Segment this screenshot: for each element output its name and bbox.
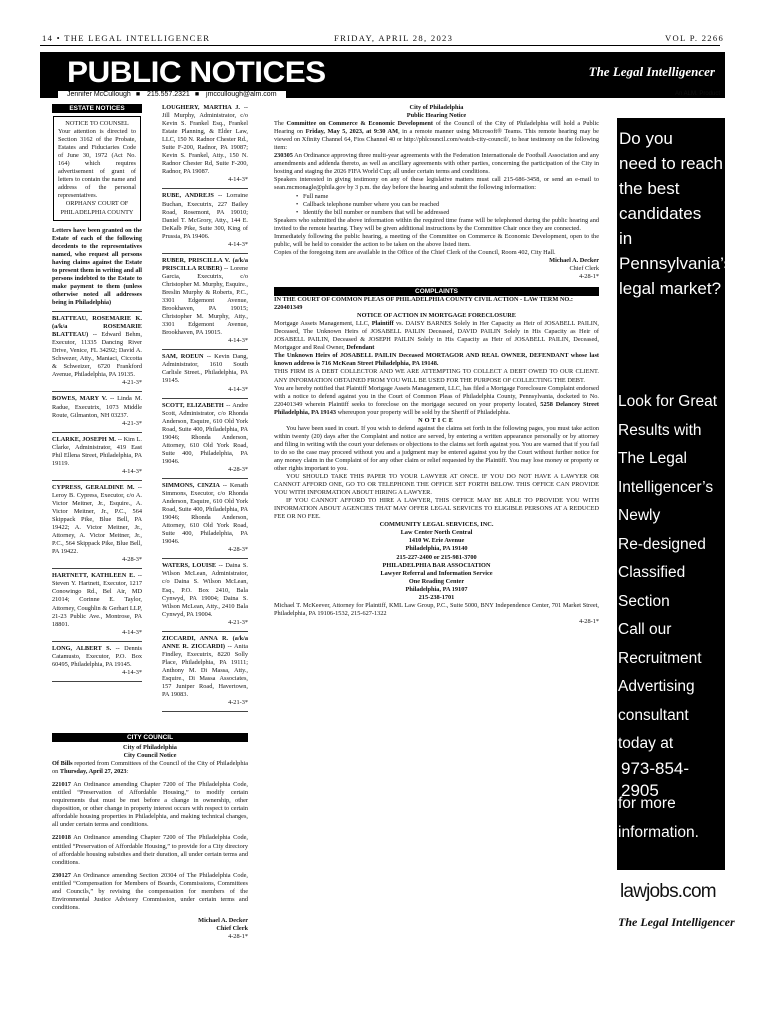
ad-line: Intelligencer’s	[618, 478, 714, 496]
hearing-para-6: Copies of the foregoing item are available in the Office of the Chief Clerk of the Council, Room 402, City Hall.	[274, 248, 556, 256]
estate-notice-text	[162, 482, 248, 546]
estate-notice	[52, 484, 142, 564]
hearing-signature-title: Chief Clerk	[569, 264, 599, 272]
debt-collector-notice: THIS FIRM IS A DEBT COLLECTOR AND WE ARE ATTEMPTING TO COLLECT A DEBT OWED TO OUR CLIENT. ANY INFORMATION OBTAINED FROM YOU WILL BE USED FOR THE PURPOSE OF COLLECTING THE DEBT.	[274, 368, 599, 384]
address-line: 1410 W. Erie Avenue	[408, 537, 465, 545]
ad-line: Pennsylvania’s	[619, 254, 733, 273]
divider	[52, 480, 142, 481]
estate-notice-body: -- Linda M. Radue, Executrix, 1073 Middle Route, Gilmanton, NH 03237.	[52, 395, 143, 419]
hearing-heading-2: Public Hearing Notice	[406, 112, 467, 120]
running-header-date: FRIDAY, APRIL 28, 2023	[334, 33, 454, 43]
running-header-page: VOL P. 2266	[665, 33, 725, 43]
estate-notice	[162, 482, 248, 554]
notice-para-3: IF YOU CANNOT AFFORD TO HIRE A LAWYER, THIS OFFICE MAY BE ABLE TO PROVIDE YOU WITH INFORMATION ABOUT AGENCIES THAT MAY OFFER LEGAL SERVICES TO ELIGIBLE PERSONS AT A REDUCED FEE OR NO FEE.	[274, 497, 599, 521]
decedent-name: SIMMONS, CINZIA	[162, 481, 220, 489]
ad-line: Recruitment	[618, 649, 702, 667]
bill-text: An Ordinance amending Chapter 7200 of The Philadelphia Code, entitled “Preservation of Affordable Housing,” to modify certain requirements that must be met before a change in ownership, other disposition, or other change in property interest occurs with respect to certain affordable housing properties in Philadelphia, and making technical changes, all under certain terms and conditions.	[52, 781, 248, 829]
estate-notice	[52, 645, 142, 677]
hearing-bullet-text: Identify the bill number or numbers that will be addressed	[302, 208, 450, 216]
divider	[52, 391, 142, 392]
ad-line: in	[619, 229, 633, 248]
hearing-column	[274, 104, 599, 626]
address-line: One Reading Center	[408, 577, 465, 585]
address-line: 215-227-2400 or 215-981-3700	[396, 553, 477, 561]
estate-notice-date: 4-14-3*	[228, 176, 248, 184]
estate-notice-text	[162, 104, 248, 176]
estate-notice-text	[52, 484, 142, 556]
estate-notice-date: 4-14-3*	[228, 337, 248, 345]
ad-info	[618, 790, 699, 847]
ad-line: today at	[618, 735, 674, 752]
legal-services-address	[274, 521, 599, 601]
ad-headline	[618, 126, 732, 301]
alm-product-tag: An ALM. Product	[675, 91, 721, 97]
bill-number: 221017	[52, 781, 71, 789]
estate-notice-body: -- Jill Murphy, Administrator, c/o Kevin S. Frankel Esq., Frankel Estate Planning, & Elder Law, LLC, 150 N. Radnor Chester Rd., Suite F-200, Radnor, PA 19087; Kevin S. Frankel, Atty., 150 N. Radnor Chester Rd, Suite F-200, Radnor, PA 19087.	[162, 104, 249, 176]
hearing-para-2: 230305 An Ordinance approving three multi-year agreements with the Federation Internationale de Football Association and any amendments and addenda thereto, as well as ancillary agreements with other parties, concerning the participation of the City in hosting and staging the 2026 FIFA World Cup; all under certain terms and conditions.	[274, 152, 599, 176]
estate-notice	[162, 104, 248, 184]
decedent-name: LONG, ALBERT S.	[52, 644, 112, 652]
contact-name: Jennifer McCullough	[67, 91, 131, 98]
estate-notice-body: -- Lorene Garcia, Executrix, c/o Christopher M. Murphy, Esquire., Breslin Murphy & Roberts, P.C., 3301 Edgemont Avenue, Brookhaven, PA 19015; Christopher M. Murphy, Atty., 3301 Edgemont Avenue, Brookhaven, PA 19015.	[162, 264, 248, 337]
estate-notice-date: 4-21-3*	[228, 618, 248, 626]
hearing-heading-1: City of Philadelphia	[409, 104, 464, 111]
estate-notice-body: -- Edward Behm, Executor, 11335 Dancing River Drive, Venice, FL 34292; David A. Schwezer, Atty., Maniaci, Ciccotta & Schweizer, 6720 Frankford Avenue, Philadelphia, PA 19135.	[52, 331, 143, 379]
estate-column-2	[162, 104, 248, 715]
decedent-name: HARTNETT, KATHLEEN E.	[52, 572, 135, 580]
address-line: 215-238-1701	[418, 593, 455, 601]
estate-notice-date: 4-14-3*	[122, 628, 142, 636]
hearing-para-5: Immediately following the public hearing, a meeting of the Committee on Commerce & Economic Development, open to the public, will be held to consider the action to be taken on the above listed item.	[274, 232, 599, 248]
decedent-name: ZICCARDI, ANNA R. (a/k/a ANNE R. ZICCARDI)	[162, 634, 248, 650]
estate-notice-date: 4-14-3*	[228, 240, 248, 248]
council-bill	[52, 834, 248, 866]
decedent-name: RUBER, PRISCILLA V. (a/k/a PRISCILLA RUBER)	[162, 256, 248, 272]
banner-title: PUBLIC NOTICES	[67, 56, 326, 89]
bill-number: 221018	[52, 834, 71, 842]
complaint-date: 4-28-1*	[579, 617, 599, 625]
contact-line: Jennifer McCullough ■ 215.557.2321 ■ jmccullough@alm.com	[58, 91, 286, 100]
section-header-estate: ESTATE NOTICES	[52, 104, 142, 113]
hearing-bullet-text: Full name	[302, 192, 329, 200]
council-signature-title: Chief Clerk	[216, 924, 248, 932]
decedent-name: CYPRESS, GERALDINE M.	[52, 483, 135, 491]
divider	[162, 398, 248, 399]
section-header-city-council: CITY COUNCIL	[52, 733, 248, 742]
hearing-para-1: The Committee on Commerce & Economic Development of the Council of the City of Philadelphia will hold a Public Hearing on Friday, May 5, 2023, at 9:30 AM, in a remote manner using Microsoft® Teams. This remote hearing may be viewed on Xfinity Channel 64, Fios Channel 40 or http://phlcouncil.com/watch-city-council/, to hear testimony on the following item:	[274, 120, 599, 152]
ad-line: Advertising	[618, 678, 695, 695]
address-line: Law Center North Central	[400, 529, 473, 537]
legal-intelligencer-logo: The Legal Intelligencer	[588, 64, 715, 79]
estate-notice	[162, 635, 248, 707]
estate-notice-body: -- Leroy B. Cypress, Executor, c/o A. Victor Meitner, Jr., Esquire., A. Victor Meitner, Jr., P.C., 564 Skippack Pike, Blue Bell, PA 19422; A. Victor Meitner, Jr., Attorney, A. Victor Meitner, Jr., P.C., 564 Skippack Pike, Blue Bell, PA 19422.	[52, 483, 142, 556]
council-date: 4-28-1*	[228, 932, 248, 940]
divider	[52, 681, 142, 682]
ad-line: legal market?	[619, 279, 722, 298]
ad-line: Do you	[619, 129, 673, 148]
city-council-section	[52, 733, 248, 941]
complaint-defendant-address: The Unknown Heirs of JOSABELL PAILIN Deceased MORTAGOR AND REAL OWNER, DEFENDANT whose last known address is 716 McKean Street Philadelphia, PA 19148.	[274, 352, 599, 368]
box-title: NOTICE TO COUNSEL	[65, 120, 129, 127]
ad-line: information.	[618, 823, 699, 841]
ad-phone[interactable]: 973-854-2905	[621, 759, 690, 800]
estate-notice-date: 4-21-3*	[122, 419, 142, 427]
ad-line: The Legal	[618, 450, 687, 467]
estate-list-1	[52, 315, 142, 682]
estate-notice-date: 4-14-3*	[122, 467, 142, 475]
estate-list-2	[162, 104, 248, 712]
running-header-left: 14 • THE LEGAL INTELLIGENCER	[42, 33, 211, 43]
estate-notice-text	[162, 635, 248, 699]
ad-line: the best	[619, 179, 680, 198]
divider	[52, 641, 142, 642]
decedent-name: WATERS, LOUISE	[162, 562, 217, 570]
divider	[52, 432, 142, 433]
estate-notice	[162, 353, 248, 393]
estate-notice	[162, 402, 248, 474]
decedent-name: SCOTT, ELIZABETH	[162, 401, 224, 409]
divider	[162, 631, 248, 632]
estate-notice-body: -- Kevin Dang, Administrator, 1610 South Carlisle Street., Philadelphia, PA 19145.	[162, 353, 248, 385]
contact-phone: 215.557.2321	[147, 91, 190, 98]
contact-email[interactable]: jmccullough@alm.com	[206, 91, 277, 98]
complaint-caption: IN THE COURT OF COMMON PLEAS OF PHILADELPHIA COUNTY CIVIL ACTION - LAW TERM NO.: 220401349	[274, 296, 573, 312]
notice-heading: NOTICE	[418, 416, 455, 424]
ad-body	[618, 388, 717, 616]
hearing-bullet: • Identify the bill number or numbers that will be addressed	[296, 208, 450, 216]
hearing-bullets	[274, 193, 599, 217]
estate-notice-date: 4-21-3*	[228, 699, 248, 707]
ad-line: need to reach	[619, 154, 723, 173]
bill-number: 230127	[52, 871, 71, 879]
decedent-name: RUBE, ANDREJS	[162, 192, 214, 200]
estate-notice-text	[162, 402, 248, 466]
estate-notice-body: -- Daina S. Wilson McLean, Administrator, c/o Daina S. Wilson McLean, Esq., P.O. Box 2410, Bala Cynwyd, PA 19004; Daina S. Wilson McLean, Atty., 2410 Bala Cynwyd, PA 19004.	[162, 562, 248, 618]
ad-line: Re-designed	[618, 535, 706, 553]
address-line: Lawyer Referral and Information Service	[380, 569, 493, 577]
council-signature-name: Michael A. Decker	[198, 916, 248, 924]
ad-line: Results with	[618, 421, 702, 439]
divider	[52, 311, 142, 312]
decedent-name: LOUGHERY, MARTHA J.	[162, 104, 240, 111]
box-body: Your attention is directed to Section 3162 of the Probate, Estates and Fiduciaries Code of June 30, 1972 (Act No. 164) which requires advertisement of grant of letters to contain the name and address of the personal representatives.	[58, 128, 136, 200]
estate-notice-date: 4-28-3*	[228, 546, 248, 554]
estate-notice	[162, 192, 248, 248]
estate-notice-body: -- Kenath Simmons, Executor, c/o Rhonda Anderson, Esquire, 610 Old York Road, Suite 400, Philadelphia, PA 19046; Rhonda Anderson, Attorney, 610 Old York Road, Suite 400, Philadelphia, PA 19046.	[162, 481, 249, 546]
estate-notice-body: -- Kim L. Clarke, Administrator, 419 East Phil Ellena Street, Philadelphia, PA 19119.	[52, 435, 142, 467]
address-line: Philadelphia, PA 19140	[405, 545, 468, 553]
hearing-signature-name: Michael A. Decker	[549, 256, 599, 264]
notice-para-2: YOU SHOULD TAKE THIS PAPER TO YOUR LAWYER AT ONCE. IF YOU DO NOT HAVE A LAWYER OR CANNOT AFFORD ONE, GO TO OR TELEPHONE THE OFFICE SET FORTH BELOW. THIS OFFICE CAN PROVIDE YOU WITH INFORMATION ABOUT HIRING A LAWYER.	[274, 473, 599, 497]
notice-to-counsel-box	[53, 116, 141, 221]
hearing-bullet: • Full name	[296, 192, 329, 200]
estate-notice-text	[52, 436, 142, 468]
section-header-complaints: COMPLAINTS	[274, 287, 599, 296]
ad-cta	[618, 616, 702, 759]
lawjobs-logo[interactable]: lawjobs.com	[620, 881, 716, 902]
estate-notice-date: 4-14-3*	[228, 385, 248, 393]
divider	[162, 188, 248, 189]
council-bills	[52, 781, 248, 912]
divider	[52, 568, 142, 569]
council-heading-2: City Council Notice	[123, 752, 177, 760]
ad-line: consultant	[618, 706, 689, 724]
complaint-subtitle: NOTICE OF ACTION IN MORTGAGE FORECLOSURE	[357, 312, 516, 320]
divider	[162, 349, 248, 350]
decedent-name: SAM, ROEUN	[162, 353, 204, 361]
hearing-para-3: Speakers interested in giving testimony on any of these legislative matters must call 215-686-3458, or send an e-mail to sean.mcmonagle@phila.gov by 3 p.m. the day before the hearing and submit the following information:	[274, 176, 599, 192]
hearing-bullet: • Callback telephone number where you can be reached	[296, 200, 440, 208]
ad-line: Call our	[618, 621, 672, 638]
council-heading-1: City of Philadelphia	[123, 744, 177, 751]
address-line: Philadelphia, PA 19107	[405, 585, 468, 593]
estate-notice-body: -- Dennis Catamusto, Executor, P.O. Box 60495, Philadelphia, PA 19145.	[52, 644, 142, 668]
estate-notice-text	[162, 353, 248, 385]
estate-notice-text	[52, 645, 142, 669]
address-line: COMMUNITY LEGAL SERVICES, INC.	[379, 521, 494, 529]
estate-notice-body: -- Andre Scott, Administrator, c/o Rhonda Anderson, Esquire, 610 Old York Road, Suite 400, Philadelphia, PA 19046; Rhonda Anderson, Attorney, 610 Old York Road, Suite 400, Philadelphia, PA 19046.	[162, 401, 249, 465]
estate-notice	[52, 436, 142, 476]
decedent-name: CLARKE, JOSEPH M.	[52, 435, 116, 443]
estate-notice	[52, 572, 142, 636]
recruitment-ad[interactable]	[617, 118, 733, 978]
estate-notice-date: 4-28-3*	[122, 556, 142, 564]
estate-notice-body: -- Lorraine Buchan, Executrix, 227 Bailey Road, Rosemont, PA 19010; Daniel T. McGrory, Atty., 144 E. DeKalb Pike, Suite 300, King of Prussia, PA 19406.	[162, 192, 249, 240]
estate-intro: Letters have been granted on the Estate of each of the following decedents to the representatives named, who request all persons having claims against the Estate to present them in writing and all persons indebted to the Estate to make payment to them (unless otherwise noted all addresses being in Philadelphia)	[52, 226, 142, 306]
estate-notice	[162, 562, 248, 626]
decedent-name: BOWES, MARY V.	[52, 395, 107, 403]
hearing-date: 4-28-1*	[579, 272, 599, 280]
hearing-para-4: Speakers who submitted the above information within the required time frame will be telephoned during the public hearing and invited to the remote hearing. They will be given additional instructions by the Committee Chair once they are connected.	[274, 216, 599, 232]
estate-notice	[162, 257, 248, 346]
attorney-line: Michael T. McKeever, Attorney for Plaintiff, KML Law Group, P.C., Suite 5000, BNY Independence Center, 701 Market Street, Philadelphia, PA 19106-1532, 215-627-1322	[274, 601, 599, 617]
council-watch-link[interactable]: http://phlcouncil.com/watch-city-council/	[403, 136, 509, 144]
header-rule	[40, 45, 720, 46]
divider	[162, 711, 248, 712]
estate-column-1	[52, 104, 142, 685]
complaint-body: You are hereby notified that Plaintiff Mortgage Assets Management, LLC, has filed a Mortgage Foreclosure Complaint endorsed with a notice to defend against you in the Court of Common Pleas of Philadelphia County, Pennsylvania, docketed to No. 220401349 wherein Plaintiff seeks to foreclose on the mortgage secured on your property located, 5258 Delancey Street Philadelphia, PA 19143 whereupon your property will be sold by the Sheriff of Philadelphia.	[274, 384, 599, 416]
notice-para-1: You have been sued in court. If you wish to defend against the claims set forth in the following pages, you must take action within twenty (20) days after the Complaint and notice are served, by entering a written appearance personally or by attorney and filing in writing with the court your defenses or objections to the claims set forth against you. You are warned that if you fail to do so the case may proceed without you and a judgment may be entered against you by the Court without further notice for any money claim in the Complaint of for any other claim or relief requested by the Plaintiff. You may lose money or property or other rights important to you.	[274, 424, 599, 473]
estate-notice-body: -- Steven Y. Hartnett, Executor, 1217 Conowingo Rd., Bel Air, MD 21014; Corinne E. Taylor, Attorney, Coughlin & Gerhart LLP, 21-23 Public Ave., Montrose, PA 18801.	[52, 572, 142, 628]
estate-notice	[52, 315, 142, 387]
estate-notice-text	[162, 192, 248, 240]
ad-line: candidates	[619, 204, 702, 223]
council-bill	[52, 872, 248, 912]
estate-notice-date: 4-28-3*	[228, 465, 248, 473]
divider	[162, 478, 248, 479]
box-court: ORPHANS' COURT OF PHILADELPHIA COUNTY	[60, 200, 134, 216]
ad-line: Newly	[618, 507, 661, 524]
divider	[162, 558, 248, 559]
address-line: PHILADELPHIA BAR ASSOCIATION	[382, 561, 491, 569]
estate-notice-body: -- Anita Findley, Executrix, 8220 Solly Place, Philadelphia, PA 19111; Anthony M. Di Massa, Atty., Esquire., Di Massa Associates, 157 Juniper Road, Havertown, PA 19083.	[162, 642, 248, 699]
estate-notice-text	[162, 257, 248, 337]
ad-line: for more	[618, 795, 676, 812]
estate-notice-text	[52, 315, 142, 379]
bill-text: An Ordinance amending Section 20304 of The Philadelphia Code, entitled “Compensation for Members of Boards, Commissions, Committees and Councils,” by revising the compensation for members of the Environmental Justice Advisory Commission, under certain terms and conditions.	[52, 871, 248, 911]
hearing-bullet-text: Callback telephone number where you can be reached	[302, 200, 440, 208]
bill-text: An Ordinance amending Chapter 7200 of The Philadelphia Code, entitled “Preservation of Affordable Housing,” to provide for a City directory of affordable housing subsidies and their duration, all under certain terms and conditions.	[52, 834, 248, 866]
ad-legal-intelligencer-logo: The Legal Intelligencer	[618, 915, 735, 929]
ad-line: Section	[618, 592, 670, 610]
divider	[162, 253, 248, 254]
estate-notice	[52, 395, 142, 427]
complaint-parties: Mortgage Assets Management, LLC, Plaintiff vs. DAISY BARNES Solely in Her Capacity as Heir of JOSABELL PAILIN, Deceased, The Unknown Heirs of JOSABELL PAILIN Deceased, DAVID PAILIN Solely in His Capacity as Heir of JOSABELL PAILIN, Deceased & JOSEPH PAILIN Solely in His Capacity as Heir of JOSABELL PAILIN, Deceased, Mortgagor and Real Owner, Defendant	[274, 320, 599, 352]
email-link[interactable]: sean.mcmonagle@phila.gov	[274, 184, 346, 192]
estate-notice-date: 4-21-3*	[122, 379, 142, 387]
ad-line: Classified	[618, 564, 686, 581]
estate-notice-text	[52, 395, 142, 419]
ad-line: Look for Great	[618, 393, 718, 410]
estate-notice-text	[162, 562, 248, 618]
estate-notice-date: 4-14-3*	[122, 668, 142, 676]
council-bill	[52, 781, 248, 829]
decedent-name: BLATTEAU, ROSEMARIE K. (a/k/a ROSEMARIE BLATTEAU)	[52, 315, 142, 339]
council-intro: Of Bills reported from Committees of the Council of the City of Philadelphia on Thursday, April 27, 2023:	[52, 760, 249, 776]
estate-notice-text	[52, 572, 142, 628]
